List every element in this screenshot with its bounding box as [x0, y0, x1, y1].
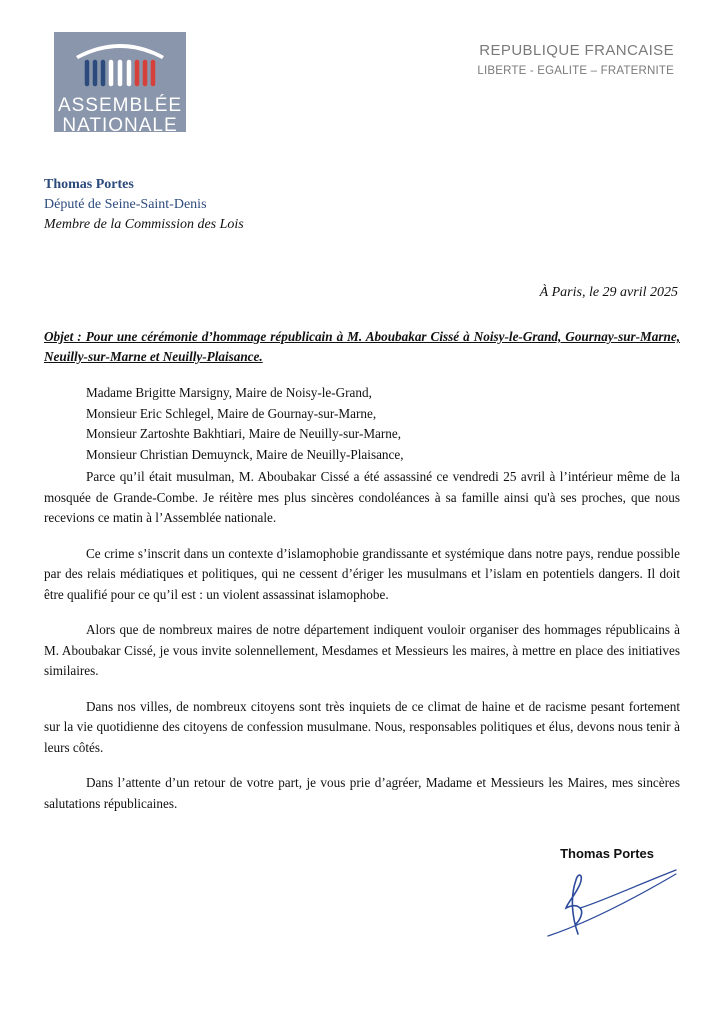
body-paragraph: Ce crime s’inscrit dans un contexte d’islamophobie grandissante et systémique dans notre pays, rendue possible par des relais médiatiques et politiques, qui ne cessent d’ériger les musulmans et l’islam en potentiels dangers. Il doit être qualifié pour ce qu’il est : un violent assassinat islamophobe.: [44, 545, 680, 602]
republic-title: REPUBLIQUE FRANCAISE: [479, 42, 674, 59]
sender-name: Thomas Portes: [44, 177, 134, 192]
republic-motto: LIBERTE - EGALITE – FRATERNITE: [477, 65, 674, 77]
recipient: Monsieur Christian Demuynck, Maire de Neuilly-Plaisance,: [86, 446, 404, 462]
sender-role: Député de Seine-Saint-Denis: [44, 197, 207, 212]
body-paragraph: Parce qu’il était musulman, M. Aboubakar Cissé a été assassiné ce vendredi 25 avril à l’intérieur même de la mosquée de Grande-Combe. Je réitère mes plus sincères condoléances à sa famille ainsi qu'à ses proches, que nous recevions ce matin à l’Assemblée nationale.: [44, 469, 680, 525]
sender-committee: Membre de la Commission des Lois: [44, 217, 244, 232]
hemicycle-icon: [54, 32, 186, 94]
signature-name: Thomas Portes: [560, 846, 654, 861]
body-paragraph: Alors que de nombreux maires de notre département indiquent vouloir organiser des hommages républicains à M. Aboubakar Cissé, je vous invite solennellement, Mesdames et Messieurs les maires, à mettre en place des initiatives similaires.: [44, 622, 680, 678]
sender-block: [44, 175, 244, 235]
handwritten-signature: [540, 862, 680, 942]
letter-body: [44, 467, 680, 829]
logo-text-line2: NATIONALE: [62, 115, 178, 136]
body-paragraph: Dans l’attente d’un retour de votre part, je vous prie d’agréer, Madame et Messieurs les Maires, mes sincères salutations républicaines.: [44, 775, 680, 811]
republic-header: [477, 42, 674, 77]
assemblee-nationale-logo: [54, 32, 186, 152]
recipients-list: [86, 383, 404, 465]
recipient: Monsieur Zartoshte Bakhtiari, Maire de Neuilly-sur-Marne,: [86, 426, 402, 441]
recipient: Monsieur Eric Schlegel, Maire de Gournay-sur-Marne,: [86, 405, 377, 421]
body-paragraph: Dans nos villes, de nombreux citoyens sont très inquiets de ce climat de haine et de racisme pesant fortement sur la vie quotidienne des citoyens de confession musulmane. Nous, responsables politiques et élus, devons nous tenir à leurs côtés.: [44, 698, 680, 755]
letter-subject: Objet : Pour une cérémonie d’hommage républicain à M. Aboubakar Cissé à Noisy-le-Grand, Gournay-sur-Marne, Neuilly-sur-Marne et Neuilly-Plaisance.: [44, 329, 680, 364]
logo-text-line1: ASSEMBLÉE: [57, 95, 183, 116]
letter-date: À Paris, le 29 avril 2025: [539, 285, 678, 300]
recipient: Madame Brigitte Marsigny, Maire de Noisy-le-Grand,: [86, 385, 372, 400]
